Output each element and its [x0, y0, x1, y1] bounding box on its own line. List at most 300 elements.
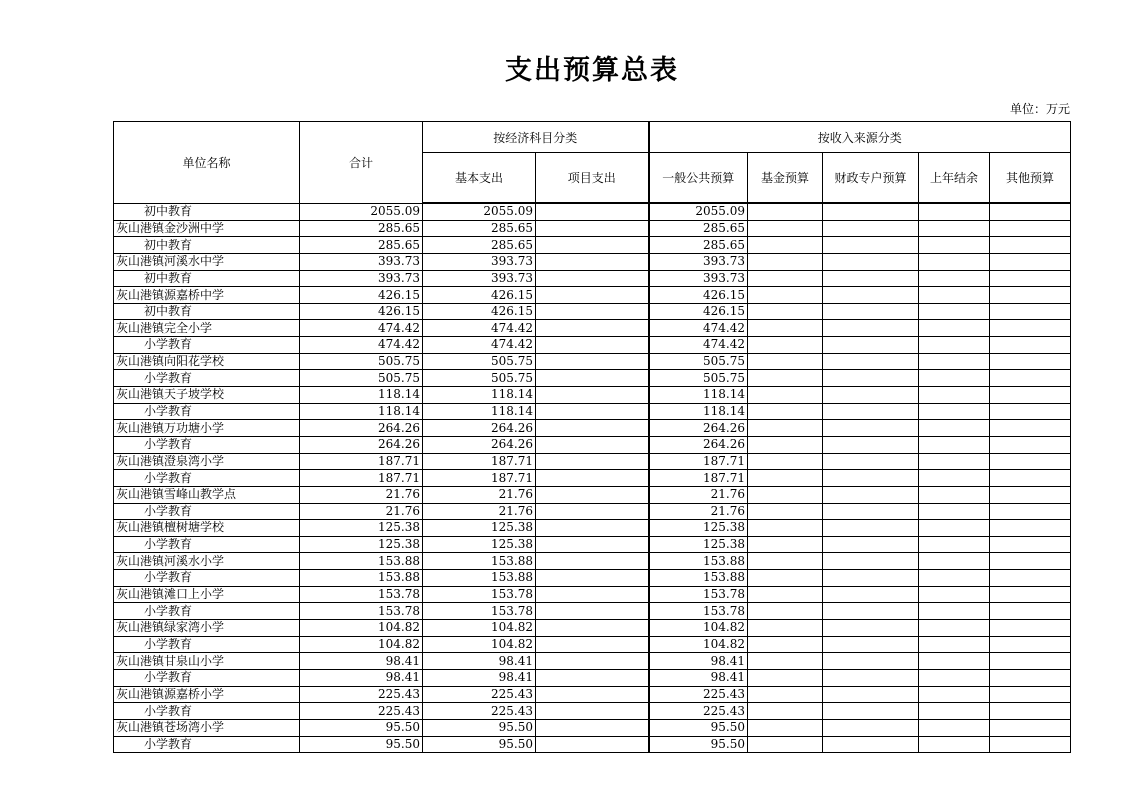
cell-total: 187.71	[300, 453, 423, 470]
cell-fund	[748, 436, 823, 453]
cell-other	[990, 353, 1071, 370]
cell-carryover	[919, 420, 990, 437]
cell-special	[823, 653, 919, 670]
cell-other	[990, 669, 1071, 686]
cell-other	[990, 303, 1071, 320]
cell-general: 2055.09	[649, 203, 748, 220]
table-header	[114, 122, 1071, 204]
table-row	[114, 736, 1071, 753]
cell-unit-name: 灰山港镇万功塘小学	[114, 420, 300, 437]
table-row	[114, 603, 1071, 620]
cell-carryover	[919, 686, 990, 703]
cell-carryover	[919, 636, 990, 653]
cell-unit-name: 灰山港镇苍场湾小学	[114, 719, 300, 736]
cell-carryover	[919, 486, 990, 503]
table-row	[114, 353, 1071, 370]
cell-carryover	[919, 553, 990, 570]
cell-fund	[748, 353, 823, 370]
cell-total: 153.88	[300, 553, 423, 570]
cell-total: 95.50	[300, 719, 423, 736]
cell-project	[536, 237, 649, 254]
table-row	[114, 486, 1071, 503]
cell-total: 125.38	[300, 536, 423, 553]
cell-basic: 225.43	[423, 703, 536, 720]
table-row	[114, 620, 1071, 637]
cell-general: 153.88	[649, 553, 748, 570]
cell-other	[990, 270, 1071, 287]
cell-project	[536, 553, 649, 570]
cell-basic: 98.41	[423, 653, 536, 670]
cell-basic: 474.42	[423, 337, 536, 354]
cell-special	[823, 370, 919, 387]
table-row	[114, 387, 1071, 404]
cell-total: 474.42	[300, 320, 423, 337]
cell-other	[990, 220, 1071, 237]
cell-carryover	[919, 620, 990, 637]
cell-unit-name: 灰山港镇源嘉桥小学	[114, 686, 300, 703]
cell-general: 95.50	[649, 736, 748, 753]
cell-special	[823, 203, 919, 220]
cell-unit-name: 小学教育	[114, 669, 300, 686]
cell-special	[823, 669, 919, 686]
cell-basic: 153.88	[423, 553, 536, 570]
cell-unit-name: 小学教育	[114, 570, 300, 587]
cell-carryover	[919, 270, 990, 287]
cell-special	[823, 686, 919, 703]
cell-general: 264.26	[649, 436, 748, 453]
table-row	[114, 303, 1071, 320]
cell-special	[823, 320, 919, 337]
table-row	[114, 420, 1071, 437]
cell-special	[823, 719, 919, 736]
cell-general: 21.76	[649, 486, 748, 503]
header-project: 项目支出	[536, 153, 649, 204]
cell-basic: 118.14	[423, 387, 536, 404]
cell-unit-name: 小学教育	[114, 636, 300, 653]
table-row	[114, 536, 1071, 553]
cell-project	[536, 536, 649, 553]
table-row	[114, 653, 1071, 670]
cell-unit-name: 小学教育	[114, 470, 300, 487]
cell-general: 474.42	[649, 320, 748, 337]
table-row	[114, 570, 1071, 587]
cell-carryover	[919, 436, 990, 453]
table-row	[114, 453, 1071, 470]
cell-unit-name: 灰山港镇澄泉湾小学	[114, 453, 300, 470]
cell-unit-name: 灰山港镇绿家湾小学	[114, 620, 300, 637]
cell-general: 104.82	[649, 636, 748, 653]
cell-carryover	[919, 387, 990, 404]
cell-special	[823, 503, 919, 520]
cell-project	[536, 686, 649, 703]
table-row	[114, 503, 1071, 520]
cell-special	[823, 287, 919, 304]
cell-carryover	[919, 353, 990, 370]
cell-other	[990, 636, 1071, 653]
page-title: 支出预算总表	[505, 55, 679, 86]
cell-unit-name: 小学教育	[114, 503, 300, 520]
cell-special	[823, 636, 919, 653]
cell-total: 474.42	[300, 337, 423, 354]
cell-total: 104.82	[300, 636, 423, 653]
cell-carryover	[919, 303, 990, 320]
cell-unit-name: 灰山港镇完全小学	[114, 320, 300, 337]
cell-fund	[748, 270, 823, 287]
cell-unit-name: 灰山港镇河溪水小学	[114, 553, 300, 570]
cell-basic: 285.65	[423, 237, 536, 254]
cell-basic: 95.50	[423, 719, 536, 736]
cell-other	[990, 370, 1071, 387]
cell-basic: 125.38	[423, 520, 536, 537]
cell-fund	[748, 253, 823, 270]
unit-label: 单位：万元	[1009, 102, 1070, 116]
header-basic: 基本支出	[423, 153, 536, 204]
cell-other	[990, 703, 1071, 720]
cell-fund	[748, 387, 823, 404]
cell-other	[990, 436, 1071, 453]
cell-other	[990, 420, 1071, 437]
cell-project	[536, 520, 649, 537]
cell-project	[536, 703, 649, 720]
cell-carryover	[919, 719, 990, 736]
cell-general: 474.42	[649, 337, 748, 354]
budget-table	[113, 121, 1071, 753]
cell-basic: 393.73	[423, 270, 536, 287]
cell-unit-name: 灰山港镇金沙洲中学	[114, 220, 300, 237]
cell-fund	[748, 719, 823, 736]
cell-carryover	[919, 237, 990, 254]
cell-other	[990, 603, 1071, 620]
cell-project	[536, 719, 649, 736]
table-row	[114, 719, 1071, 736]
cell-general: 125.38	[649, 520, 748, 537]
cell-total: 95.50	[300, 736, 423, 753]
cell-fund	[748, 553, 823, 570]
cell-total: 426.15	[300, 287, 423, 304]
cell-fund	[748, 686, 823, 703]
cell-project	[536, 669, 649, 686]
cell-special	[823, 237, 919, 254]
cell-total: 264.26	[300, 420, 423, 437]
cell-special	[823, 553, 919, 570]
cell-general: 118.14	[649, 387, 748, 404]
cell-general: 393.73	[649, 253, 748, 270]
cell-fund	[748, 486, 823, 503]
cell-fund	[748, 636, 823, 653]
table-row	[114, 436, 1071, 453]
cell-unit-name: 小学教育	[114, 436, 300, 453]
cell-special	[823, 603, 919, 620]
cell-special	[823, 586, 919, 603]
cell-fund	[748, 420, 823, 437]
cell-basic: 187.71	[423, 470, 536, 487]
cell-fund	[748, 470, 823, 487]
cell-other	[990, 719, 1071, 736]
cell-unit-name: 灰山港镇雪峰山教学点	[114, 486, 300, 503]
table-body	[114, 203, 1071, 753]
cell-general: 153.78	[649, 586, 748, 603]
cell-project	[536, 303, 649, 320]
cell-unit-name: 灰山港镇甘泉山小学	[114, 653, 300, 670]
cell-unit-name: 灰山港镇源嘉桥中学	[114, 287, 300, 304]
cell-total: 118.14	[300, 387, 423, 404]
cell-other	[990, 237, 1071, 254]
cell-project	[536, 503, 649, 520]
cell-other	[990, 520, 1071, 537]
table-row	[114, 253, 1071, 270]
cell-project	[536, 253, 649, 270]
cell-special	[823, 387, 919, 404]
cell-special	[823, 353, 919, 370]
cell-basic: 474.42	[423, 320, 536, 337]
cell-other	[990, 686, 1071, 703]
cell-basic: 125.38	[423, 536, 536, 553]
table-row	[114, 636, 1071, 653]
cell-project	[536, 403, 649, 420]
cell-unit-name: 小学教育	[114, 403, 300, 420]
header-group-econ: 按经济科目分类	[423, 122, 649, 153]
cell-unit-name: 灰山港镇天子坡学校	[114, 387, 300, 404]
cell-total: 393.73	[300, 253, 423, 270]
cell-basic: 21.76	[423, 486, 536, 503]
cell-fund	[748, 653, 823, 670]
cell-special	[823, 420, 919, 437]
cell-general: 21.76	[649, 503, 748, 520]
cell-basic: 187.71	[423, 453, 536, 470]
cell-other	[990, 536, 1071, 553]
cell-basic: 98.41	[423, 669, 536, 686]
cell-total: 505.75	[300, 353, 423, 370]
cell-general: 285.65	[649, 237, 748, 254]
cell-unit-name: 灰山港镇滩口上小学	[114, 586, 300, 603]
cell-unit-name: 小学教育	[114, 703, 300, 720]
cell-other	[990, 203, 1071, 220]
cell-basic: 285.65	[423, 220, 536, 237]
cell-general: 125.38	[649, 536, 748, 553]
cell-total: 264.26	[300, 436, 423, 453]
cell-carryover	[919, 370, 990, 387]
cell-carryover	[919, 736, 990, 753]
cell-unit-name: 小学教育	[114, 536, 300, 553]
cell-special	[823, 470, 919, 487]
table-row	[114, 553, 1071, 570]
cell-unit-name: 初中教育	[114, 203, 300, 220]
cell-basic: 95.50	[423, 736, 536, 753]
cell-basic: 104.82	[423, 636, 536, 653]
cell-project	[536, 736, 649, 753]
cell-fund	[748, 303, 823, 320]
cell-carryover	[919, 536, 990, 553]
table-row	[114, 270, 1071, 287]
cell-fund	[748, 620, 823, 637]
cell-fund	[748, 703, 823, 720]
cell-basic: 21.76	[423, 503, 536, 520]
cell-project	[536, 436, 649, 453]
cell-project	[536, 603, 649, 620]
cell-project	[536, 370, 649, 387]
cell-fund	[748, 520, 823, 537]
cell-general: 285.65	[649, 220, 748, 237]
header-special: 财政专户预算	[823, 153, 919, 204]
cell-project	[536, 486, 649, 503]
cell-fund	[748, 669, 823, 686]
cell-other	[990, 570, 1071, 587]
cell-general: 426.15	[649, 287, 748, 304]
cell-special	[823, 403, 919, 420]
cell-fund	[748, 287, 823, 304]
cell-total: 104.82	[300, 620, 423, 637]
cell-fund	[748, 220, 823, 237]
cell-carryover	[919, 503, 990, 520]
header-total: 合计	[300, 122, 423, 204]
cell-other	[990, 653, 1071, 670]
cell-project	[536, 586, 649, 603]
cell-total: 118.14	[300, 403, 423, 420]
cell-carryover	[919, 203, 990, 220]
cell-fund	[748, 403, 823, 420]
cell-general: 187.71	[649, 470, 748, 487]
cell-basic: 426.15	[423, 303, 536, 320]
cell-special	[823, 486, 919, 503]
cell-special	[823, 453, 919, 470]
cell-unit-name: 灰山港镇向阳花学校	[114, 353, 300, 370]
cell-carryover	[919, 520, 990, 537]
table-row	[114, 470, 1071, 487]
cell-total: 187.71	[300, 470, 423, 487]
header-other: 其他预算	[990, 153, 1071, 204]
cell-carryover	[919, 570, 990, 587]
cell-general: 118.14	[649, 403, 748, 420]
cell-other	[990, 586, 1071, 603]
table-row	[114, 669, 1071, 686]
cell-basic: 264.26	[423, 436, 536, 453]
table-row	[114, 220, 1071, 237]
table-row	[114, 403, 1071, 420]
cell-special	[823, 253, 919, 270]
cell-carryover	[919, 253, 990, 270]
header-carryover: 上年结余	[919, 153, 990, 204]
cell-carryover	[919, 453, 990, 470]
cell-fund	[748, 237, 823, 254]
cell-other	[990, 253, 1071, 270]
cell-total: 393.73	[300, 270, 423, 287]
cell-project	[536, 470, 649, 487]
table-row	[114, 520, 1071, 537]
table-row	[114, 703, 1071, 720]
cell-other	[990, 320, 1071, 337]
cell-project	[536, 337, 649, 354]
cell-project	[536, 203, 649, 220]
table-row	[114, 287, 1071, 304]
cell-fund	[748, 586, 823, 603]
table-row	[114, 237, 1071, 254]
cell-general: 393.73	[649, 270, 748, 287]
cell-special	[823, 436, 919, 453]
cell-fund	[748, 736, 823, 753]
cell-special	[823, 303, 919, 320]
cell-other	[990, 337, 1071, 354]
cell-fund	[748, 570, 823, 587]
cell-special	[823, 270, 919, 287]
cell-special	[823, 703, 919, 720]
cell-other	[990, 403, 1071, 420]
cell-total: 98.41	[300, 669, 423, 686]
cell-general: 104.82	[649, 620, 748, 637]
cell-other	[990, 486, 1071, 503]
cell-carryover	[919, 669, 990, 686]
cell-carryover	[919, 703, 990, 720]
cell-carryover	[919, 603, 990, 620]
table-row	[114, 370, 1071, 387]
cell-unit-name: 小学教育	[114, 736, 300, 753]
cell-other	[990, 287, 1071, 304]
cell-fund	[748, 203, 823, 220]
cell-fund	[748, 453, 823, 470]
table-row	[114, 337, 1071, 354]
header-fund: 基金预算	[748, 153, 823, 204]
cell-other	[990, 453, 1071, 470]
cell-other	[990, 736, 1071, 753]
cell-project	[536, 453, 649, 470]
cell-total: 21.76	[300, 486, 423, 503]
table-row	[114, 320, 1071, 337]
cell-general: 505.75	[649, 353, 748, 370]
cell-basic: 118.14	[423, 403, 536, 420]
cell-carryover	[919, 586, 990, 603]
cell-unit-name: 小学教育	[114, 370, 300, 387]
cell-carryover	[919, 220, 990, 237]
cell-carryover	[919, 653, 990, 670]
cell-total: 153.78	[300, 586, 423, 603]
cell-other	[990, 553, 1071, 570]
cell-carryover	[919, 287, 990, 304]
cell-total: 225.43	[300, 686, 423, 703]
cell-project	[536, 320, 649, 337]
cell-basic: 104.82	[423, 620, 536, 637]
cell-general: 98.41	[649, 653, 748, 670]
cell-unit-name: 小学教育	[114, 337, 300, 354]
cell-general: 505.75	[649, 370, 748, 387]
cell-total: 125.38	[300, 520, 423, 537]
cell-fund	[748, 503, 823, 520]
cell-unit-name: 灰山港镇檀树塘学校	[114, 520, 300, 537]
header-group-source: 按收入来源分类	[649, 122, 1071, 153]
cell-fund	[748, 536, 823, 553]
cell-special	[823, 620, 919, 637]
cell-unit-name: 灰山港镇河溪水中学	[114, 253, 300, 270]
cell-project	[536, 570, 649, 587]
cell-carryover	[919, 403, 990, 420]
cell-project	[536, 620, 649, 637]
cell-project	[536, 387, 649, 404]
cell-project	[536, 420, 649, 437]
cell-general: 187.71	[649, 453, 748, 470]
cell-general: 264.26	[649, 420, 748, 437]
table-row	[114, 203, 1071, 220]
cell-fund	[748, 337, 823, 354]
cell-total: 2055.09	[300, 203, 423, 220]
cell-carryover	[919, 470, 990, 487]
cell-total: 153.78	[300, 603, 423, 620]
cell-basic: 2055.09	[423, 203, 536, 220]
cell-project	[536, 287, 649, 304]
cell-special	[823, 536, 919, 553]
cell-basic: 153.78	[423, 586, 536, 603]
cell-total: 21.76	[300, 503, 423, 520]
cell-general: 153.78	[649, 603, 748, 620]
cell-special	[823, 337, 919, 354]
cell-total: 505.75	[300, 370, 423, 387]
